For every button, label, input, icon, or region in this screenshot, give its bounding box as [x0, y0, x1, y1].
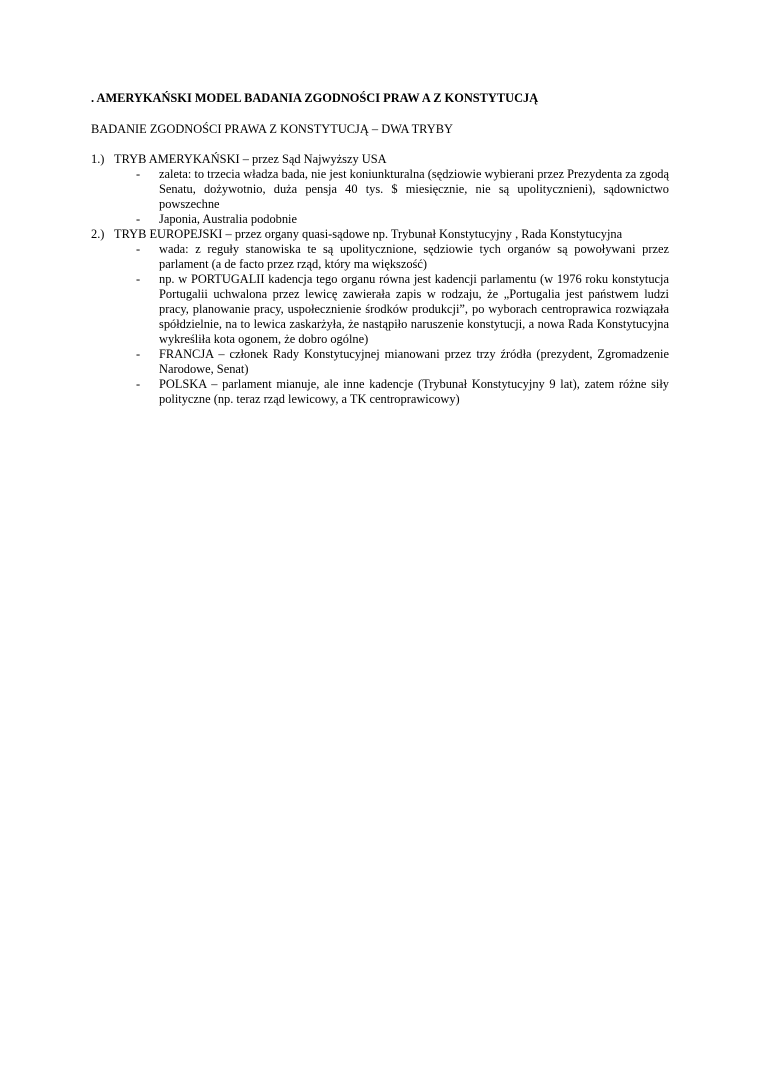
bullet-text: zaleta: to trzecia władza bada, nie jest koniunkturalna (sędziowie wybierani przez Prezydenta za zgodą Senatu, dożywotnio, duża pensja 40 tys. $ miesięcznie, nie są upolitycznieni), sądownictwo powszechne	[159, 167, 669, 211]
bullet-text: np. w PORTUGALII kadencja tego organu równa jest kadencji parlamentu (w 1976 roku konstytucja Portugalii uchwalona przez lewicę zawierała zapis w rodzaju, że „Portugalia jest państwem ludzi pracy, planowanie pracy, uspołecznienie środków produkcji”, po wyborach centroprawica rozwiązała spółdzielnie, na to lewica zaskarżyła, że nastąpiło naruszenie konstytucji, a nowa Rada Konstytucyjna wykreśliła kota ogonem, że dobro ogólne)	[159, 272, 669, 346]
document-heading: . AMERYKAŃSKI MODEL BADANIA ZGODNOŚCI PRAW A Z KONSTYTUCJĄ	[91, 91, 539, 105]
document-subheading: BADANIE ZGODNOŚCI PRAWA Z KONSTYTUCJĄ – DWA TRYBY	[91, 122, 453, 136]
bullet-text: wada: z reguły stanowiska te są upolitycznione, sędziowie tych organów są powoływani przez parlament (a de facto przez rząd, który ma większość)	[159, 242, 669, 271]
list-item	[91, 152, 669, 167]
bullet-list	[91, 167, 669, 227]
dash-marker: -	[136, 167, 141, 181]
bullet-text: Japonia, Australia podobnie	[159, 212, 297, 226]
list-number: 2.)	[91, 227, 105, 241]
list-item	[91, 227, 669, 242]
bullet-item	[91, 212, 669, 227]
dash-marker: -	[136, 272, 141, 286]
bullet-text: FRANCJA – członek Rady Konstytucyjnej mianowani przez trzy źródła (prezydent, Zgromadzenie Narodowe, Senat)	[159, 347, 669, 376]
numbered-list	[91, 152, 669, 407]
dash-marker: -	[136, 347, 141, 361]
list-item-text: TRYB AMERYKAŃSKI – przez Sąd Najwyższy USA	[114, 152, 387, 166]
list-item-text: TRYB EUROPEJSKI – przez organy quasi-sądowe np. Trybunał Konstytucyjny , Rada Konstytucyjna	[114, 227, 623, 241]
bullet-item	[91, 347, 669, 377]
list-number: 1.)	[91, 152, 105, 166]
bullet-item	[91, 242, 669, 272]
document-body	[91, 91, 669, 407]
dash-marker: -	[136, 212, 141, 226]
dash-marker: -	[136, 377, 141, 391]
bullet-list	[91, 242, 669, 407]
dash-marker: -	[136, 242, 141, 256]
bullet-item	[91, 167, 669, 212]
bullet-text: POLSKA – parlament mianuje, ale inne kadencje (Trybunał Konstytucyjny 9 lat), zatem różne siły polityczne (np. teraz rząd lewicowy, a TK centroprawicowy)	[159, 377, 669, 406]
bullet-item	[91, 377, 669, 407]
bullet-item	[91, 272, 669, 347]
